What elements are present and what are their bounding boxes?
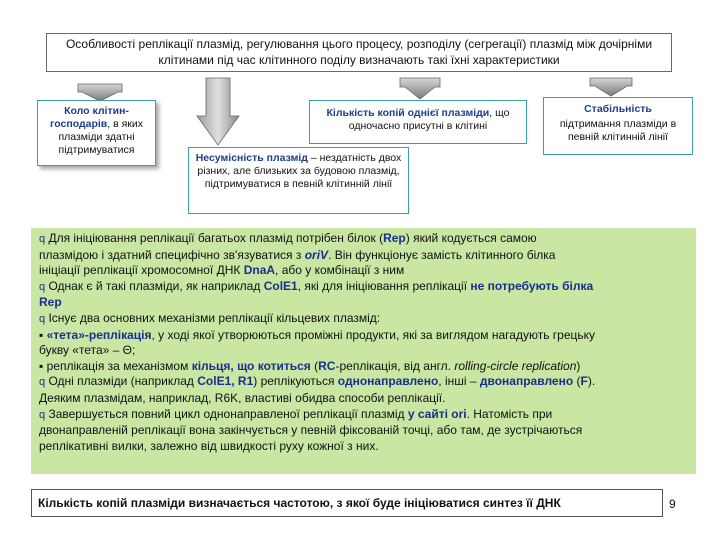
text: ( xyxy=(310,358,319,373)
main-text-box xyxy=(31,228,696,474)
text: плазмідою і здатний специфічно зв'язуватися з xyxy=(39,247,305,262)
host-range-box xyxy=(37,100,156,166)
title-text: Особливості реплікації плазмід, регулювання цього процесу, розподілу (сегрегації) плазмід між дочірніми клітинами під час клітинного поділу визначають такі їхні характеристики xyxy=(65,37,653,67)
copy-number-box xyxy=(309,100,527,144)
line: букву «тета» – Θ; xyxy=(39,343,136,358)
arrow-incompatibility xyxy=(197,78,239,146)
conclusion-text: Кількість копій плазміди визначається частотою, з якої буде ініціюватися синтез її ДНК xyxy=(38,496,561,510)
term-rc: RC xyxy=(318,358,336,373)
stability-desc: підтримання плазміди в певній клітинній лінії xyxy=(559,118,677,143)
checkbox-bullet-icon: q xyxy=(39,280,46,293)
text: . Він функціонує замість клітинного білка xyxy=(328,247,556,262)
term-unidirectional: однонаправлено xyxy=(337,374,439,389)
term-dnaa: DnaA xyxy=(243,263,276,278)
text: Однак є й такі плазміди, як наприклад xyxy=(48,278,264,293)
paragraph-termination xyxy=(39,407,688,424)
arrow-copy-number xyxy=(400,78,440,100)
line xyxy=(39,328,688,344)
line: реплікативні вилки, залежно від швидкості руху кожної з них. xyxy=(39,438,379,453)
incompatibility-title: Несумісність плазмід xyxy=(195,152,308,164)
term-rep: Rep xyxy=(39,295,62,310)
term-ori: у сайті ori xyxy=(407,406,467,421)
term-bidirectional: двонаправлено xyxy=(479,374,574,389)
term-rolling: кільця, що котиться xyxy=(191,358,311,373)
conclusion-box xyxy=(31,489,663,517)
host-range-title: Коло клітин-господарів xyxy=(50,105,129,130)
stability-title: Стабільність xyxy=(584,103,652,115)
text: . Натомість при xyxy=(466,406,553,421)
text: , у ході якої утворюються проміжні продукти, які за виглядом нагадують грецьку xyxy=(151,327,596,342)
copy-number-title: Кількість копій однієї плазміди xyxy=(326,107,490,119)
square-bullet-icon: ▪ xyxy=(39,327,44,342)
paragraph-direction xyxy=(39,374,688,391)
text: -реплікація, від англ. xyxy=(335,358,455,373)
text: реплікація за механізмом xyxy=(46,358,192,373)
paragraph-mechanisms xyxy=(39,311,688,328)
page-number: 9 xyxy=(669,497,676,511)
title-box xyxy=(46,33,672,72)
checkbox-bullet-icon: q xyxy=(39,376,46,389)
term-oriv: oriV xyxy=(304,247,329,262)
checkbox-bullet-icon: q xyxy=(39,233,46,245)
text: Завершується повний цикл однонаправленої реплікації плазмід xyxy=(48,406,408,421)
line: Деяким плазмідам, наприклад, R6K, властиві обидва способи реплікації. xyxy=(39,390,446,405)
checkbox-bullet-icon: q xyxy=(39,408,46,421)
square-bullet-icon: ▪ xyxy=(39,358,44,373)
host-range-desc: , в яких плазміди здатні підтримуватися xyxy=(58,118,143,156)
text: ) xyxy=(576,358,581,373)
term-theta: «тета»-реплікація xyxy=(46,327,152,342)
text: Існує два основних механізми реплікації кільцевих плазмід: xyxy=(48,310,381,325)
text: , або у комбінації з ним xyxy=(275,263,405,278)
text: rolling-circle replication xyxy=(454,358,577,373)
text: Одні плазміди (наприклад xyxy=(48,374,198,389)
text: ( xyxy=(573,374,581,389)
checkbox-bullet-icon: q xyxy=(39,312,46,325)
arrow-stability xyxy=(590,78,632,97)
copy-number-desc: , що одночасно присутні в клітині xyxy=(348,107,510,132)
line xyxy=(39,248,688,264)
term-cole1-r1: ColE1, R1 xyxy=(197,374,254,389)
line xyxy=(39,359,688,375)
emphasis: не потребують білка xyxy=(470,278,594,293)
text: , які для ініціювання реплікації xyxy=(297,278,471,293)
text: Для ініціювання реплікації багатьох плазмід потрібен білок ( xyxy=(48,231,384,245)
text: , інші – xyxy=(438,374,480,389)
stability-box xyxy=(543,97,693,155)
term-rep: Rep xyxy=(383,231,406,245)
text: ). xyxy=(587,374,596,389)
paragraph-rep xyxy=(39,231,688,248)
text: ) який кодується самою xyxy=(405,231,537,245)
term-f: F xyxy=(580,374,588,389)
text: ініціації реплікації хромосомної ДНК xyxy=(39,263,244,278)
term-cole1: ColE1 xyxy=(263,278,298,293)
line xyxy=(39,263,688,279)
incompatibility-box xyxy=(188,147,409,214)
incompatibility-desc: – нездатність двох різних, але близьких за будовою плазмід, підтримуватися в певній клітинній лінії xyxy=(197,152,402,190)
line: двонаправленій реплікації вона закінчується у певній фіксованій точці, або там, де зустрічаються xyxy=(39,423,583,438)
text: ) реплікуються xyxy=(253,374,338,389)
paragraph-cole1 xyxy=(39,279,688,296)
